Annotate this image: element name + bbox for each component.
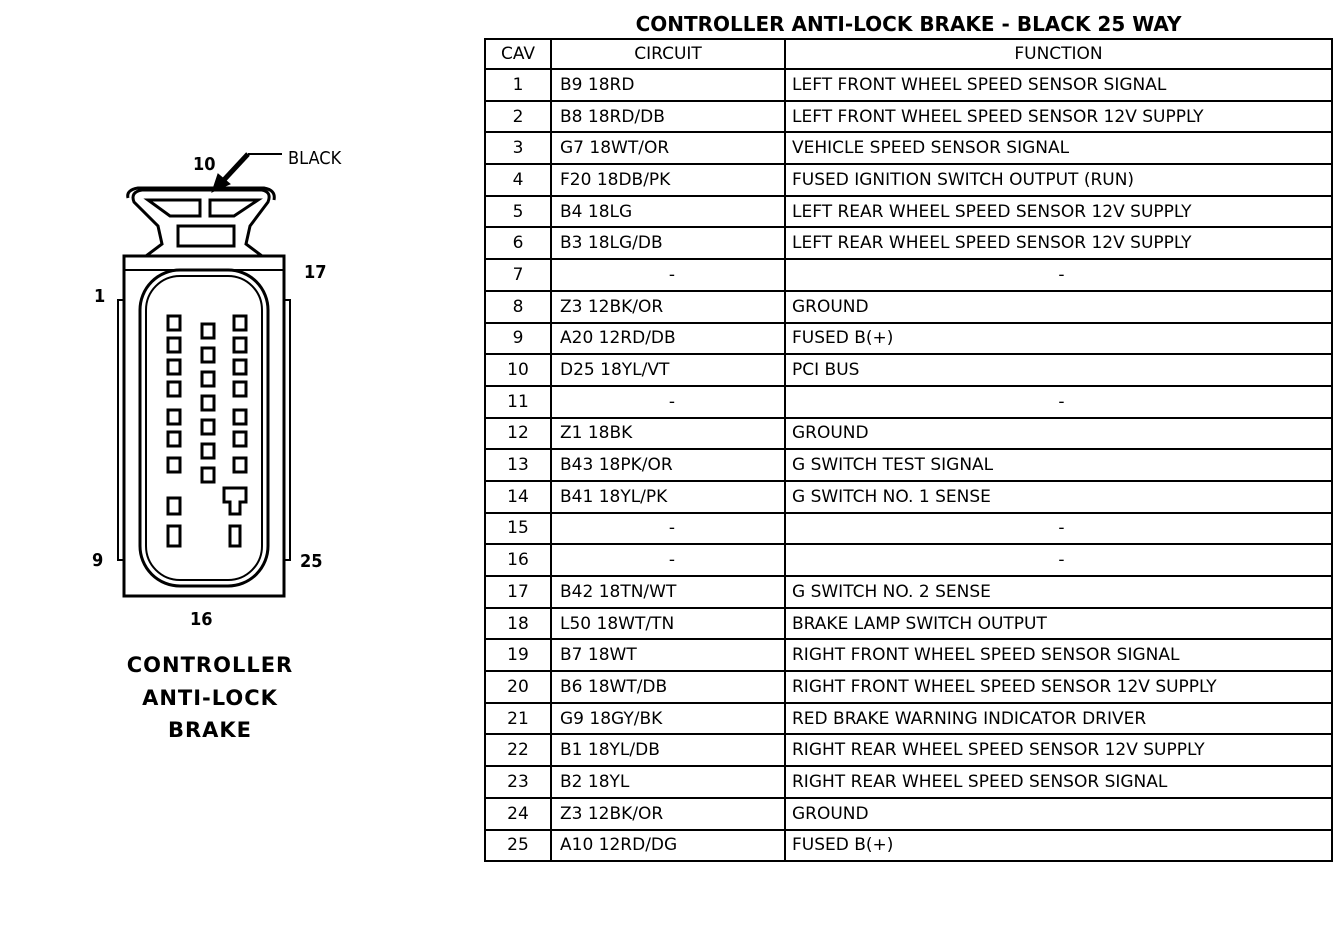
cell-cav: 10 xyxy=(485,354,551,386)
connector-latch xyxy=(128,188,275,256)
cell-function: - xyxy=(785,544,1332,576)
cell-function: VEHICLE SPEED SENSOR SIGNAL xyxy=(785,132,1332,164)
cell-function: LEFT REAR WHEEL SPEED SENSOR 12V SUPPLY xyxy=(785,196,1332,228)
cell-circuit: B7 18WT xyxy=(551,639,785,671)
table-row xyxy=(485,354,1332,386)
cell-function: - xyxy=(785,386,1332,418)
table-row xyxy=(485,671,1332,703)
cell-circuit: Z3 12BK/OR xyxy=(551,291,785,323)
cell-cav: 16 xyxy=(485,544,551,576)
table-row xyxy=(485,323,1332,355)
table-row xyxy=(485,544,1332,576)
cell-cav: 12 xyxy=(485,418,551,450)
connector-diagram xyxy=(0,0,480,950)
cell-function: BRAKE LAMP SWITCH OUTPUT xyxy=(785,608,1332,640)
cell-cav: 3 xyxy=(485,132,551,164)
cell-function: G SWITCH NO. 2 SENSE xyxy=(785,576,1332,608)
cell-circuit: - xyxy=(551,544,785,576)
cell-circuit: B42 18TN/WT xyxy=(551,576,785,608)
cell-function: RIGHT FRONT WHEEL SPEED SENSOR SIGNAL xyxy=(785,639,1332,671)
table-row xyxy=(485,164,1332,196)
pinout-table xyxy=(484,38,1333,862)
cell-cav: 22 xyxy=(485,734,551,766)
cell-cav: 9 xyxy=(485,323,551,355)
pin-label-17: 17 xyxy=(304,262,327,283)
connector-name-line-3: BRAKE xyxy=(167,718,253,742)
connector-body xyxy=(118,256,290,596)
cell-function: - xyxy=(785,259,1332,291)
cell-circuit: Z1 18BK xyxy=(551,418,785,450)
cell-cav: 14 xyxy=(485,481,551,513)
table-row xyxy=(485,196,1332,228)
table-row xyxy=(485,766,1332,798)
cell-circuit: B3 18LG/DB xyxy=(551,227,785,259)
cell-function: G SWITCH TEST SIGNAL xyxy=(785,449,1332,481)
cell-circuit: G9 18GY/BK xyxy=(551,703,785,735)
pin-label-1: 1 xyxy=(94,286,106,307)
connector-name-line-2: ANTI-LOCK xyxy=(142,686,278,710)
cell-circuit: B2 18YL xyxy=(551,766,785,798)
table-row xyxy=(485,576,1332,608)
table-row xyxy=(485,639,1332,671)
cell-circuit: G7 18WT/OR xyxy=(551,132,785,164)
cell-cav: 7 xyxy=(485,259,551,291)
table-row xyxy=(485,703,1332,735)
cell-function: GROUND xyxy=(785,418,1332,450)
cell-function: RED BRAKE WARNING INDICATOR DRIVER xyxy=(785,703,1332,735)
table-row xyxy=(485,734,1332,766)
table-row xyxy=(485,449,1332,481)
pin-label-16: 16 xyxy=(190,609,213,630)
cell-circuit: A10 12RD/DG xyxy=(551,830,785,862)
table-row xyxy=(485,418,1332,450)
cell-circuit: B4 18LG xyxy=(551,196,785,228)
header-cav: CAV xyxy=(485,39,551,69)
cell-function: RIGHT REAR WHEEL SPEED SENSOR SIGNAL xyxy=(785,766,1332,798)
cell-circuit: Z3 12BK/OR xyxy=(551,798,785,830)
table-row xyxy=(485,513,1332,545)
header-circuit: CIRCUIT xyxy=(551,39,785,69)
cell-function: LEFT FRONT WHEEL SPEED SENSOR SIGNAL xyxy=(785,69,1332,101)
cell-circuit: B43 18PK/OR xyxy=(551,449,785,481)
cell-circuit: - xyxy=(551,386,785,418)
cell-circuit: L50 18WT/TN xyxy=(551,608,785,640)
table-row xyxy=(485,481,1332,513)
table-row xyxy=(485,227,1332,259)
cavities xyxy=(168,316,246,546)
table-title: CONTROLLER ANTI-LOCK BRAKE - BLACK 25 WAY xyxy=(635,12,1182,36)
cell-circuit: B41 18YL/PK xyxy=(551,481,785,513)
cell-cav: 18 xyxy=(485,608,551,640)
cell-cav: 2 xyxy=(485,101,551,133)
cell-function: GROUND xyxy=(785,291,1332,323)
cell-cav: 24 xyxy=(485,798,551,830)
cell-circuit: D25 18YL/VT xyxy=(551,354,785,386)
connector-name-line-1: CONTROLLER xyxy=(126,653,294,677)
table-row xyxy=(485,259,1332,291)
table-row xyxy=(485,69,1332,101)
table-row xyxy=(485,798,1332,830)
cell-function: RIGHT REAR WHEEL SPEED SENSOR 12V SUPPLY xyxy=(785,734,1332,766)
table-row xyxy=(485,101,1332,133)
cell-circuit: B1 18YL/DB xyxy=(551,734,785,766)
cell-circuit: B9 18RD xyxy=(551,69,785,101)
table-row xyxy=(485,608,1332,640)
cell-function: - xyxy=(785,513,1332,545)
cell-function: FUSED B(+) xyxy=(785,830,1332,862)
table-row xyxy=(485,830,1332,862)
cell-function: LEFT REAR WHEEL SPEED SENSOR 12V SUPPLY xyxy=(785,227,1332,259)
cell-cav: 25 xyxy=(485,830,551,862)
connector-color-label: BLACK xyxy=(288,148,342,169)
table-header-row xyxy=(485,39,1332,69)
cell-cav: 1 xyxy=(485,69,551,101)
cell-function: FUSED IGNITION SWITCH OUTPUT (RUN) xyxy=(785,164,1332,196)
header-function: FUNCTION xyxy=(785,39,1332,69)
cell-cav: 4 xyxy=(485,164,551,196)
cell-function: G SWITCH NO. 1 SENSE xyxy=(785,481,1332,513)
pin-label-25: 25 xyxy=(300,551,323,572)
table-row xyxy=(485,132,1332,164)
cell-cav: 15 xyxy=(485,513,551,545)
cell-cav: 17 xyxy=(485,576,551,608)
cell-circuit: - xyxy=(551,513,785,545)
cell-function: RIGHT FRONT WHEEL SPEED SENSOR 12V SUPPLY xyxy=(785,671,1332,703)
cell-cav: 20 xyxy=(485,671,551,703)
table-row xyxy=(485,291,1332,323)
connector-drawing xyxy=(0,0,480,950)
cell-cav: 5 xyxy=(485,196,551,228)
cell-cav: 21 xyxy=(485,703,551,735)
cell-circuit: B8 18RD/DB xyxy=(551,101,785,133)
cell-cav: 19 xyxy=(485,639,551,671)
cell-cav: 13 xyxy=(485,449,551,481)
cell-cav: 11 xyxy=(485,386,551,418)
cell-function: GROUND xyxy=(785,798,1332,830)
cell-circuit: A20 12RD/DB xyxy=(551,323,785,355)
cell-function: PCI BUS xyxy=(785,354,1332,386)
cell-circuit: B6 18WT/DB xyxy=(551,671,785,703)
cell-circuit: - xyxy=(551,259,785,291)
cell-circuit: F20 18DB/PK xyxy=(551,164,785,196)
cell-function: FUSED B(+) xyxy=(785,323,1332,355)
cell-cav: 6 xyxy=(485,227,551,259)
pin-label-9: 9 xyxy=(92,550,104,571)
pin-label-10: 10 xyxy=(193,154,216,175)
black-pointer-arrow xyxy=(212,154,282,192)
pinout-table-body xyxy=(485,69,1332,861)
cell-cav: 8 xyxy=(485,291,551,323)
table-row xyxy=(485,386,1332,418)
cell-cav: 23 xyxy=(485,766,551,798)
cell-function: LEFT FRONT WHEEL SPEED SENSOR 12V SUPPLY xyxy=(785,101,1332,133)
